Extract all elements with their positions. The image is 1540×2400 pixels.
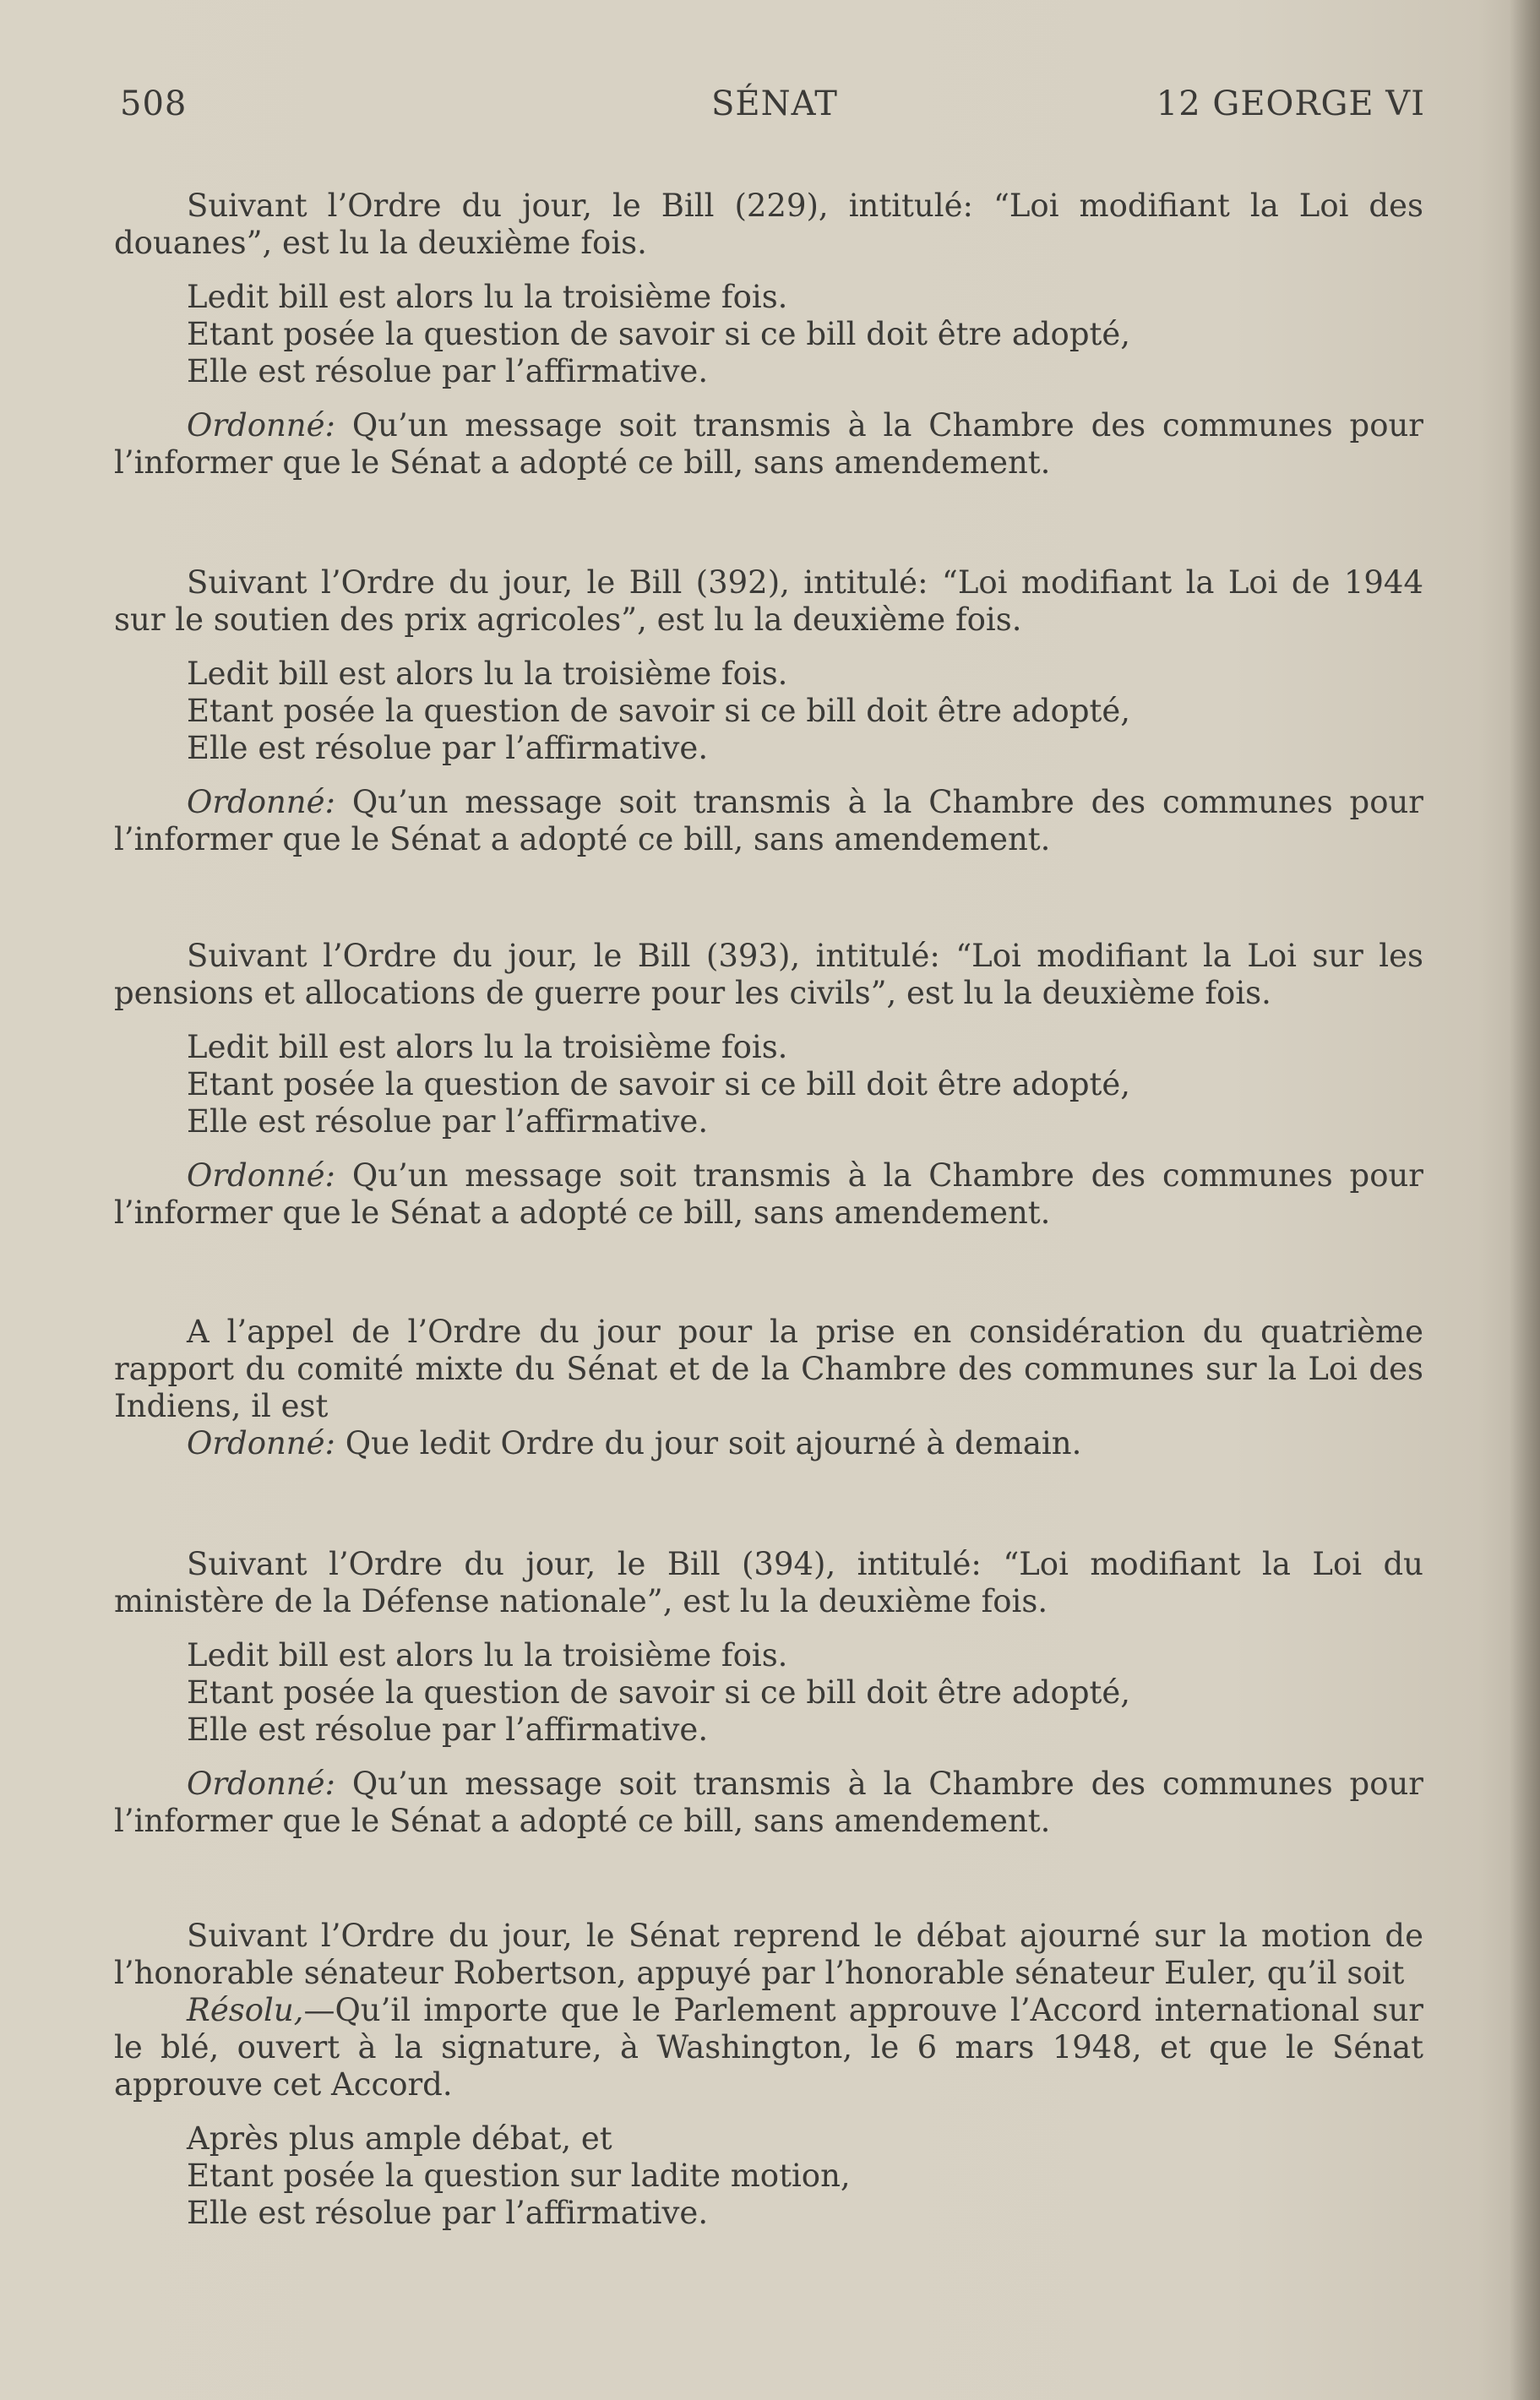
order-paragraph xyxy=(114,1766,1423,1840)
resolution-paragraph xyxy=(114,1992,1423,2103)
question-line: Etant posée la question sur ladite motion, xyxy=(187,2158,851,2194)
third-reading-line: Ledit bill est alors lu la troisième fois. xyxy=(187,1029,788,1065)
order-text: Qu’un message soit transmis à la Chambre des communes pour l’informer que le Sénat a adopté ce bill, sans amendement. xyxy=(114,784,1423,857)
order-label: Ordonné: xyxy=(187,1157,336,1194)
entry-indian-act-report xyxy=(114,1314,1423,1462)
entry-intro: Suivant l’Ordre du jour, le Sénat reprend le débat ajourné sur la motion de l’honorable sénateur Robertson, appuyé par l’honorable sénateur Euler, qu’il soit xyxy=(114,1918,1423,1991)
order-label: Ordonné: xyxy=(187,784,336,820)
result-line: Elle est résolue par l’affirmative. xyxy=(187,1103,709,1140)
entry-bill-229 xyxy=(114,188,1423,482)
entry-bill-394 xyxy=(114,1546,1423,1840)
result-line: Elle est résolue par l’affirmative. xyxy=(187,353,709,389)
entry-intro: Suivant l’Ordre du jour, le Bill (392), intitulé: “Loi modifiant la Loi de 1944 sur le soutien des prix agricoles”, est lu la deuxième fois. xyxy=(114,564,1423,638)
question-line: Etant posée la question de savoir si ce bill doit être adopté, xyxy=(187,1066,1131,1102)
question-line: Etant posée la question de savoir si ce bill doit être adopté, xyxy=(187,693,1131,729)
third-reading-line: Ledit bill est alors lu la troisième fois. xyxy=(187,1637,788,1673)
page-number: 508 xyxy=(120,84,188,123)
question-line: Etant posée la question de savoir si ce bill doit être adopté, xyxy=(187,1674,1131,1711)
order-text: Qu’un message soit transmis à la Chambre des communes pour l’informer que le Sénat a adopté ce bill, sans amendement. xyxy=(114,1766,1423,1839)
order-paragraph xyxy=(114,1157,1423,1232)
order-text: Que ledit Ordre du jour soit ajourné à demain. xyxy=(335,1425,1082,1461)
result-line: Elle est résolue par l’affirmative. xyxy=(187,1712,709,1748)
order-paragraph xyxy=(114,407,1423,482)
resolution-label: Résolu, xyxy=(187,1992,304,2028)
third-reading-line: Ledit bill est alors lu la troisième fois. xyxy=(187,279,788,315)
running-title: SÉNAT xyxy=(711,84,838,123)
page-edge-shadow xyxy=(1510,0,1540,2400)
result-line: Elle est résolue par l’affirmative. xyxy=(187,2195,709,2231)
entry-bill-392 xyxy=(114,564,1423,858)
result-line: Elle est résolue par l’affirmative. xyxy=(187,730,709,766)
entry-bill-393 xyxy=(114,938,1423,1232)
entry-intro: Suivant l’Ordre du jour, le Bill (393), intitulé: “Loi modifiant la Loi sur les pensions et allocations de guerre pour les civils”, est lu la deuxième fois. xyxy=(114,938,1423,1011)
order-label: Ordonné: xyxy=(187,1425,336,1461)
third-reading-line: Ledit bill est alors lu la troisième fois. xyxy=(187,656,788,692)
order-label: Ordonné: xyxy=(187,1766,336,1802)
entry-intro: A l’appel de l’Ordre du jour pour la prise en considération du quatrième rapport du comité mixte du Sénat et de la Chambre des communes sur la Loi des Indiens, il est xyxy=(114,1314,1423,1424)
order-text: Qu’un message soit transmis à la Chambre des communes pour l’informer que le Sénat a adopté ce bill, sans amendement. xyxy=(114,1157,1423,1231)
order-label: Ordonné: xyxy=(187,407,336,444)
order-paragraph xyxy=(114,1425,1423,1462)
order-paragraph xyxy=(114,784,1423,858)
entry-intro: Suivant l’Ordre du jour, le Bill (394), intitulé: “Loi modifiant la Loi du ministère de la Défense nationale”, est lu la deuxième fois. xyxy=(114,1546,1423,1619)
question-line: Etant posée la question de savoir si ce bill doit être adopté, xyxy=(187,316,1131,352)
entry-wheat-agreement xyxy=(114,1918,1423,2232)
debate-line: Après plus ample débat, et xyxy=(187,2120,612,2157)
resolution-text: —Qu’il importe que le Parlement approuve l’Accord international sur le blé, ouvert à la signature, à Washington, le 6 mars 1948, et que le Sénat approuve cet Accord. xyxy=(114,1992,1423,2103)
regnal-year: 12 GEORGE VI xyxy=(1156,84,1425,123)
order-text: Qu’un message soit transmis à la Chambre des communes pour l’informer que le Sénat a adopté ce bill, sans amendement. xyxy=(114,407,1423,481)
running-header xyxy=(120,84,1425,135)
entry-intro: Suivant l’Ordre du jour, le Bill (229), intitulé: “Loi modifiant la Loi des douanes”, est lu la deuxième fois. xyxy=(114,188,1423,261)
